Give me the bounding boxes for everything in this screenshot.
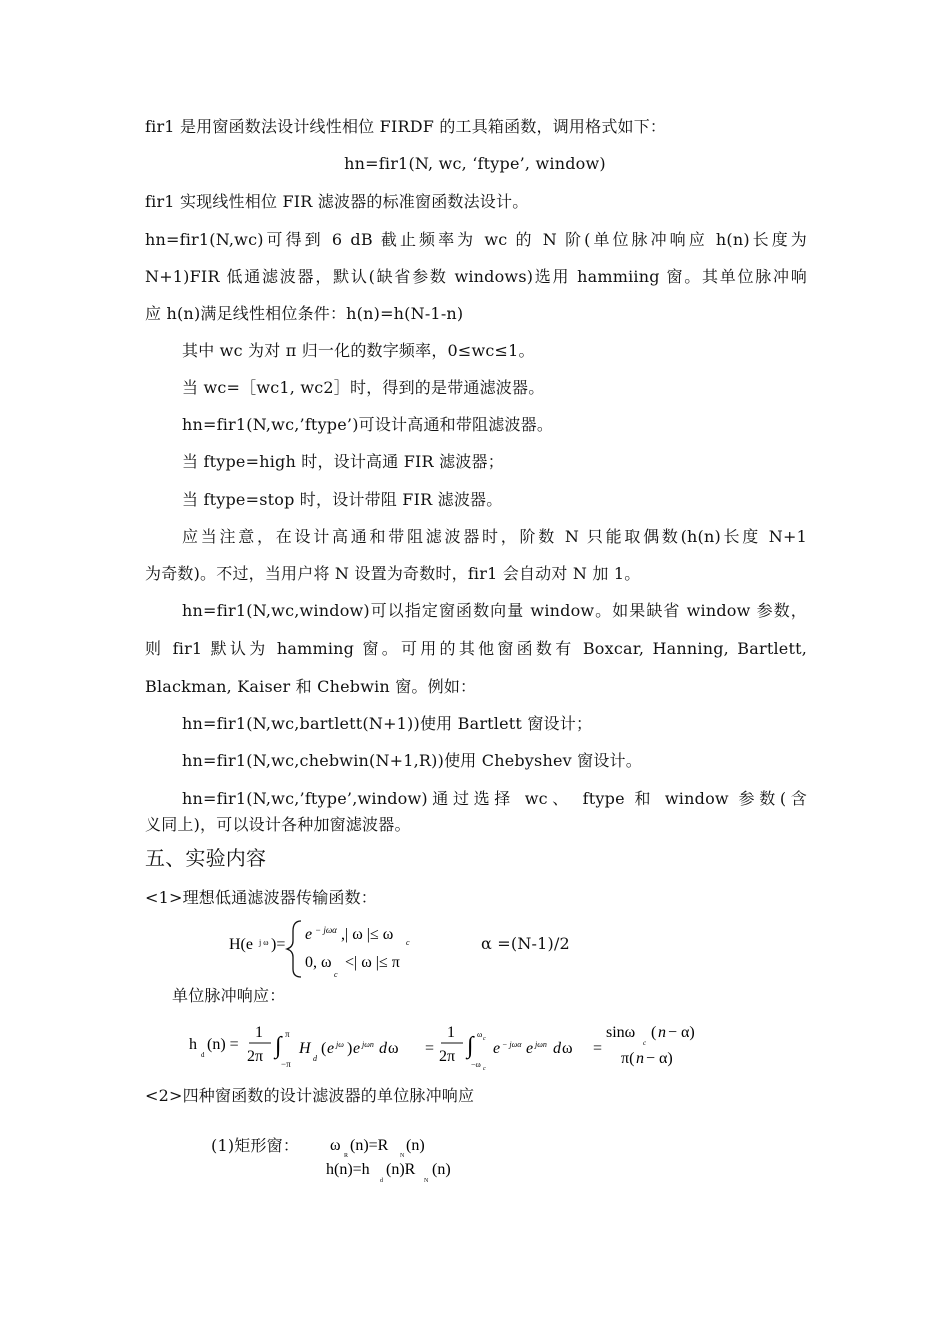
svg-text:d: d (313, 1054, 317, 1063)
example-chebwin: hn=fir1(N,wc,chebwin(N+1,R))使用 Chebyshev 窗设计。 (182, 751, 642, 770)
rect-window-label: (1)矩形窗： (211, 1136, 300, 1155)
svg-text:− jωα: − jωα (502, 1040, 522, 1049)
rect-window-formula (320, 1132, 520, 1192)
para-bandpass: 当 wc=［wc1, wc2］时，得到的是带通滤波器。 (182, 378, 545, 397)
impulse-response-formula (185, 1015, 725, 1077)
para-lowpass-line2: N+1)FIR 低通滤波器，默认(缺省参数 windows)选用 hammiing 窗。其单位脉冲响 (145, 267, 807, 286)
svg-text:(n)R: (n)R (386, 1161, 416, 1178)
svg-text:(n) =: (n) = (207, 1036, 239, 1053)
para-ftype-stop: 当 ftype=stop 时，设计带阻 FIR 滤波器。 (182, 490, 503, 509)
item2-title: <2>四种窗函数的设计滤波器的单位脉冲响应 (145, 1086, 475, 1105)
svg-text:ω: ω (388, 1040, 399, 1057)
para-general-line1: hn=fir1(N,wc,’ftype’,window)通过选择 wc、 ftype 和 window 参数(含 (182, 789, 807, 808)
svg-text:d: d (201, 1051, 205, 1059)
svg-text:ω: ω (330, 1137, 341, 1154)
svg-text:<| ω |≤ π: <| ω |≤ π (345, 954, 400, 971)
svg-text:): ) (347, 1040, 353, 1057)
svg-text:jωn: jωn (535, 1040, 547, 1049)
svg-text:(n)=R: (n)=R (350, 1137, 389, 1154)
svg-text:∫: ∫ (467, 1033, 474, 1059)
svg-text:d: d (380, 1178, 383, 1184)
svg-text:−ω: −ω (471, 1060, 481, 1069)
svg-text:π(: π( (621, 1050, 635, 1067)
para-fir1-standard: fir1 实现线性相位 FIR 滤波器的标准窗函数法设计。 (145, 192, 529, 211)
para-general-line2: 义同上)，可以设计各种加窗滤波器。 (145, 815, 411, 834)
svg-text:R: R (344, 1153, 349, 1159)
svg-text:(n): (n) (432, 1161, 451, 1178)
svg-text:0, ω: 0, ω (305, 954, 332, 971)
svg-text:c: c (643, 1039, 647, 1047)
fir1-syntax: hn=fir1(N, wc, ‘ftype’, window) (344, 154, 606, 173)
svg-text:j ω: j ω (259, 938, 269, 947)
svg-text:n: n (658, 1024, 666, 1041)
svg-text:n: n (636, 1050, 644, 1067)
svg-text:N: N (424, 1178, 429, 1184)
svg-text:− α): − α) (668, 1024, 695, 1041)
svg-text:h: h (189, 1036, 197, 1053)
svg-text:2π: 2π (439, 1048, 456, 1065)
para-ftype: hn=fir1(N,wc,’ftype’)可设计高通和带阻滤波器。 (182, 415, 554, 434)
svg-text:e: e (305, 926, 313, 943)
para-ftype-high: 当 ftype=high 时，设计高通 FIR 滤波器； (182, 452, 504, 471)
svg-text:d: d (379, 1040, 387, 1057)
svg-text:=: = (425, 1040, 435, 1057)
svg-text:e: e (493, 1040, 501, 1057)
svg-text:c: c (483, 1066, 486, 1072)
svg-text:jωn: jωn (362, 1040, 374, 1049)
svg-text:sinω: sinω (606, 1024, 636, 1041)
svg-text:1: 1 (447, 1024, 455, 1041)
svg-text:(: ( (321, 1040, 327, 1057)
svg-text:c: c (334, 970, 338, 979)
svg-text:e: e (327, 1040, 335, 1057)
example-bartlett: hn=fir1(N,wc,bartlett(N+1))使用 Bartlett 窗设计； (182, 714, 593, 733)
svg-text:)=: )= (271, 936, 286, 953)
item1-title: <1>理想低通滤波器传输函数： (145, 888, 377, 907)
svg-text:ω: ω (477, 1030, 483, 1039)
svg-text:=: = (593, 1040, 603, 1057)
svg-text:π: π (285, 1029, 290, 1039)
para-fir1-intro: fir1 是用窗函数法设计线性相位 FIRDF 的工具箱函数，调用格式如下： (145, 117, 667, 136)
section-heading: 五、实验内容 (145, 846, 267, 870)
svg-text:2π: 2π (247, 1048, 264, 1065)
svg-text:c: c (483, 1036, 486, 1042)
para-lowpass-line3: 应 h(n)满足线性相位条件：h(n)=h(N-1-n) (145, 304, 464, 323)
svg-text:N: N (400, 1153, 405, 1159)
svg-text:h(n)=h: h(n)=h (326, 1161, 370, 1178)
svg-text:− jωα: − jωα (315, 925, 337, 935)
svg-text:H(e: H(e (229, 936, 253, 953)
impulse-response-label: 单位脉冲响应： (172, 986, 286, 1005)
svg-text:(: ( (651, 1024, 657, 1041)
alpha-definition: α =(N-1)/2 (481, 934, 570, 953)
para-note-line2: 为奇数)。不过，当用户将 N 设置为奇数时，fir1 会自动对 N 加 1。 (145, 564, 641, 583)
svg-text:c: c (406, 938, 410, 947)
para-lowpass-line1: hn=fir1(N,wc)可得到 6 dB 截止频率为 wc 的 N 阶(单位脉冲响应 h(n)长度为 (145, 230, 807, 249)
svg-text:jω: jω (336, 1040, 344, 1049)
svg-text:1: 1 (255, 1024, 263, 1041)
para-window-line2: 则 fir1 默认为 hamming 窗。可用的其他窗函数有 Boxcar, Hanning, Bartlett, (145, 639, 807, 658)
svg-text:∫: ∫ (275, 1033, 282, 1059)
svg-text:(n): (n) (406, 1137, 425, 1154)
para-note-line1: 应当注意，在设计高通和带阻滤波器时，阶数 N 只能取偶数(h(n)长度 N+1 (182, 527, 807, 546)
svg-text:d: d (553, 1040, 561, 1057)
svg-text:−π: −π (281, 1059, 291, 1069)
svg-text:H: H (299, 1040, 311, 1057)
svg-text:,| ω |≤ ω: ,| ω |≤ ω (341, 926, 394, 943)
para-wc-normalized: 其中 wc 为对 π 归一化的数字频率，0≤wc≤1。 (182, 341, 535, 360)
svg-text:− α): − α) (646, 1050, 673, 1067)
svg-text:e: e (526, 1040, 534, 1057)
para-window-line1: hn=fir1(N,wc,window)可以指定窗函数向量 window。如果缺省 window 参数， (182, 601, 807, 620)
para-window-line3: Blackman, Kaiser 和 Chebwin 窗。例如： (145, 677, 477, 696)
svg-text:e: e (353, 1040, 361, 1057)
svg-text:ω: ω (562, 1040, 573, 1057)
